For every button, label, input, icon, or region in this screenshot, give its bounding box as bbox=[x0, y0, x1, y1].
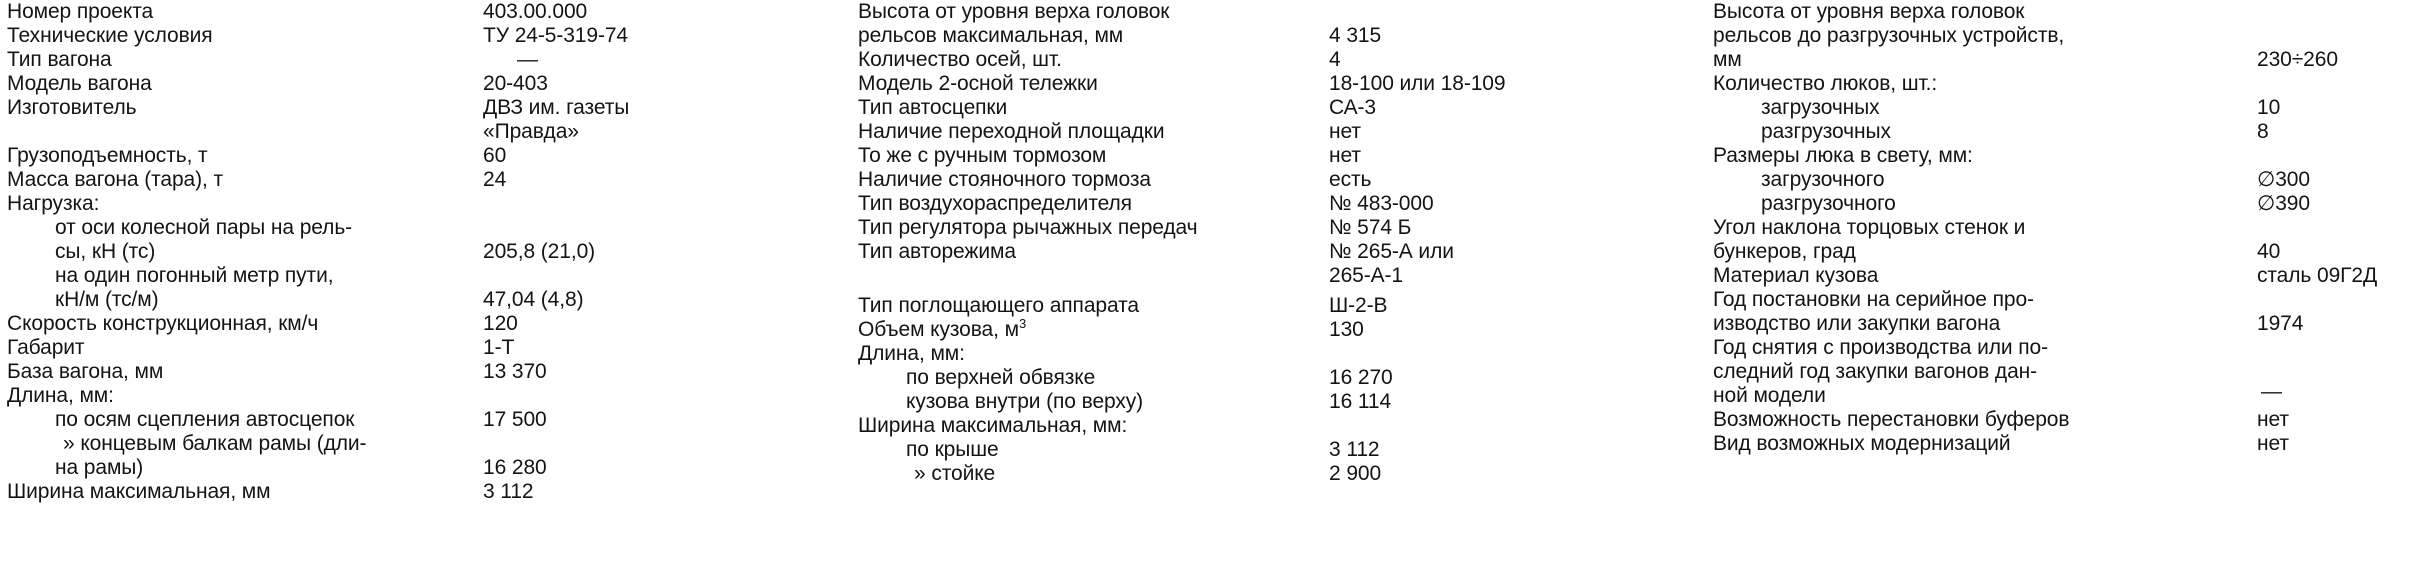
frame-length-value: 16 280 bbox=[483, 456, 547, 479]
frame-length-label-line-2: на рамы) bbox=[55, 456, 144, 479]
end-year-label-line-1: Год снятия с производства или по- bbox=[1713, 336, 2048, 359]
automode-label: Тип авторежима bbox=[858, 240, 1016, 263]
axle-load-value: 205,8 (21,0) bbox=[483, 240, 596, 263]
speed-value: 120 bbox=[483, 312, 518, 335]
top-chord-length-label: по верхней обвязке bbox=[906, 366, 1096, 389]
automode-value-line-2: 265-А-1 bbox=[1329, 264, 1404, 287]
length-heading: Длина, мм: bbox=[858, 342, 965, 365]
unload-hatches-label: разгрузочных bbox=[1761, 120, 1891, 143]
serial-year-value: 1974 bbox=[2257, 312, 2304, 335]
axles-value: 4 bbox=[1329, 48, 1341, 71]
capacity-label: Грузоподъемность, т bbox=[7, 144, 208, 167]
regulator-value: № 574 Б bbox=[1329, 216, 1412, 239]
unload-hatch-size-label: разгрузочного bbox=[1761, 192, 1896, 215]
modernization-value: нет bbox=[2257, 432, 2289, 455]
height-label-line-2: рельсов максимальная, мм bbox=[858, 24, 1124, 47]
coupler-type-value: СА-3 bbox=[1329, 96, 1376, 119]
air-distributor-value: № 483-000 bbox=[1329, 192, 1434, 215]
track-load-label-line-1: на один погонный метр пути, bbox=[55, 264, 334, 287]
serial-year-label-line-1: Год постановки на серийное про- bbox=[1713, 288, 2034, 311]
tare-value: 24 bbox=[483, 168, 507, 191]
max-width-label: Ширина максимальная, мм bbox=[7, 480, 271, 503]
gauge-label: Габарит bbox=[7, 336, 85, 359]
body-volume-label: Объем кузова, $м^3$ bbox=[858, 316, 1027, 341]
bogie-model-value: 18-100 или 18-109 bbox=[1329, 72, 1506, 95]
wheelbase-value: 13 370 bbox=[483, 360, 547, 383]
parking-brake-label: Наличие стояночного тормоза bbox=[858, 168, 1151, 191]
tech-spec-label: Технические условия bbox=[7, 24, 213, 47]
max-width-heading: Ширина максимальная, мм: bbox=[858, 414, 1128, 437]
track-load-value: 47,04 (4,8) bbox=[483, 288, 584, 311]
wagon-model-label: Модель вагона bbox=[7, 72, 152, 95]
height-label-line-1: Высота от уровня верха головок bbox=[858, 0, 1170, 23]
roof-width-value: 3 112 bbox=[1329, 438, 1380, 461]
absorber-label: Тип поглощающего аппарата bbox=[858, 294, 1139, 317]
unload-hatch-size-value: ∅390 bbox=[2257, 192, 2310, 215]
manufacturer-value-line-2: «Правда» bbox=[483, 120, 579, 143]
body-volume-value: 130 bbox=[1329, 318, 1364, 341]
hatch-size-heading: Размеры люка в свету, мм: bbox=[1713, 144, 1973, 167]
manufacturer-value-line-1: ДВЗ им. газеты bbox=[483, 96, 630, 119]
speed-label: Скорость конструкционная, км/ч bbox=[7, 312, 319, 335]
axle-load-label-line-1: от оси колесной пары на рель- bbox=[55, 216, 353, 239]
axle-load-label-line-2: сы, кН (тс) bbox=[55, 240, 156, 263]
load-hatches-label: загрузочных bbox=[1761, 96, 1880, 119]
load-hatch-size-value: ∅300 bbox=[2257, 168, 2310, 191]
handbrake-value: нет bbox=[1329, 144, 1361, 167]
roof-width-label: по крыше bbox=[906, 438, 999, 461]
load-heading: Нагрузка: bbox=[7, 192, 100, 215]
tech-spec-value: ТУ 24-5-319-74 bbox=[483, 24, 629, 47]
coupler-type-label: Тип автосцепки bbox=[858, 96, 1008, 119]
axles-label: Количество осей, шт. bbox=[858, 48, 1062, 71]
manufacturer-label: Изготовитель bbox=[7, 96, 137, 119]
top-chord-length-value: 16 270 bbox=[1329, 366, 1393, 389]
air-distributor-label: Тип воздухораспределителя bbox=[858, 192, 1132, 215]
serial-year-label-line-2: изводство или закупки вагона bbox=[1713, 312, 2001, 335]
wall-angle-label-line-1: Угол наклона торцовых стенок и bbox=[1713, 216, 2026, 239]
length-heading: Длина, мм: bbox=[7, 384, 114, 407]
absorber-value: Ш-2-В bbox=[1329, 294, 1388, 317]
body-material-label: Материал кузова bbox=[1713, 264, 1879, 287]
buffers-label: Возможность перестановки буферов bbox=[1713, 408, 2070, 431]
end-year-label-line-3: ной модели bbox=[1713, 384, 1826, 407]
platform-label: Наличие переходной площадки bbox=[858, 120, 1165, 143]
post-width-value: 2 900 bbox=[1329, 462, 1382, 485]
unload-height-label-line-2: рельсов до разгрузочных устройств, bbox=[1713, 24, 2065, 47]
cubic-superscript: 3 bbox=[1018, 316, 1027, 331]
unload-height-value: 230÷260 bbox=[2257, 48, 2338, 71]
gauge-value: 1-Т bbox=[483, 336, 515, 359]
wagon-type-label: Тип вагона bbox=[7, 48, 112, 71]
height-value: 4 315 bbox=[1329, 24, 1382, 47]
inner-body-length-value: 16 114 bbox=[1329, 390, 1392, 413]
load-hatches-value: 10 bbox=[2257, 96, 2281, 119]
end-year-value: — bbox=[2261, 380, 2282, 403]
wall-angle-value: 40 bbox=[2257, 240, 2281, 263]
track-load-label-line-2: кН/м (тс/м) bbox=[55, 288, 159, 311]
unload-height-label-line-3: мм bbox=[1713, 48, 1742, 71]
unload-height-label-line-1: Высота от уровня верха головок bbox=[1713, 0, 2025, 23]
coupler-length-value: 17 500 bbox=[483, 408, 547, 431]
wagon-type-value: — bbox=[517, 48, 538, 71]
buffers-value: нет bbox=[2257, 408, 2289, 431]
frame-length-label-line-1: » концевым балкам рамы (дли- bbox=[63, 432, 367, 455]
end-year-label-line-2: следний год закупки вагонов дан- bbox=[1713, 360, 2038, 383]
hatches-heading: Количество люков, шт.: bbox=[1713, 72, 1938, 95]
max-width-value: 3 112 bbox=[483, 480, 534, 503]
bogie-model-label: Модель 2-осной тележки bbox=[858, 72, 1098, 95]
project-number-value: 403.00.000 bbox=[483, 0, 588, 23]
parking-brake-value: есть bbox=[1329, 168, 1372, 191]
load-hatch-size-label: загрузочного bbox=[1761, 168, 1885, 191]
wheelbase-label: База вагона, мм bbox=[7, 360, 164, 383]
modernization-label: Вид возможных модернизаций bbox=[1713, 432, 2011, 455]
tare-label: Масса вагона (тара), т bbox=[7, 168, 224, 191]
automode-value-line-1: № 265-А или bbox=[1329, 240, 1454, 263]
project-number-label: Номер проекта bbox=[7, 0, 154, 23]
inner-body-length-label: кузова внутри (по верху) bbox=[906, 390, 1144, 413]
capacity-value: 60 bbox=[483, 144, 507, 167]
unload-hatches-value: 8 bbox=[2257, 120, 2269, 143]
post-width-label: » стойке bbox=[914, 462, 996, 485]
coupler-length-label: по осям сцепления автосцепок bbox=[55, 408, 355, 431]
handbrake-label: То же с ручным тормозом bbox=[858, 144, 1107, 167]
wagon-model-value: 20-403 bbox=[483, 72, 548, 95]
platform-value: нет bbox=[1329, 120, 1361, 143]
body-material-value: сталь 09Г2Д bbox=[2257, 264, 2378, 287]
regulator-label: Тип регулятора рычажных передач bbox=[858, 216, 1198, 239]
wall-angle-label-line-2: бункеров, град bbox=[1713, 240, 1856, 263]
